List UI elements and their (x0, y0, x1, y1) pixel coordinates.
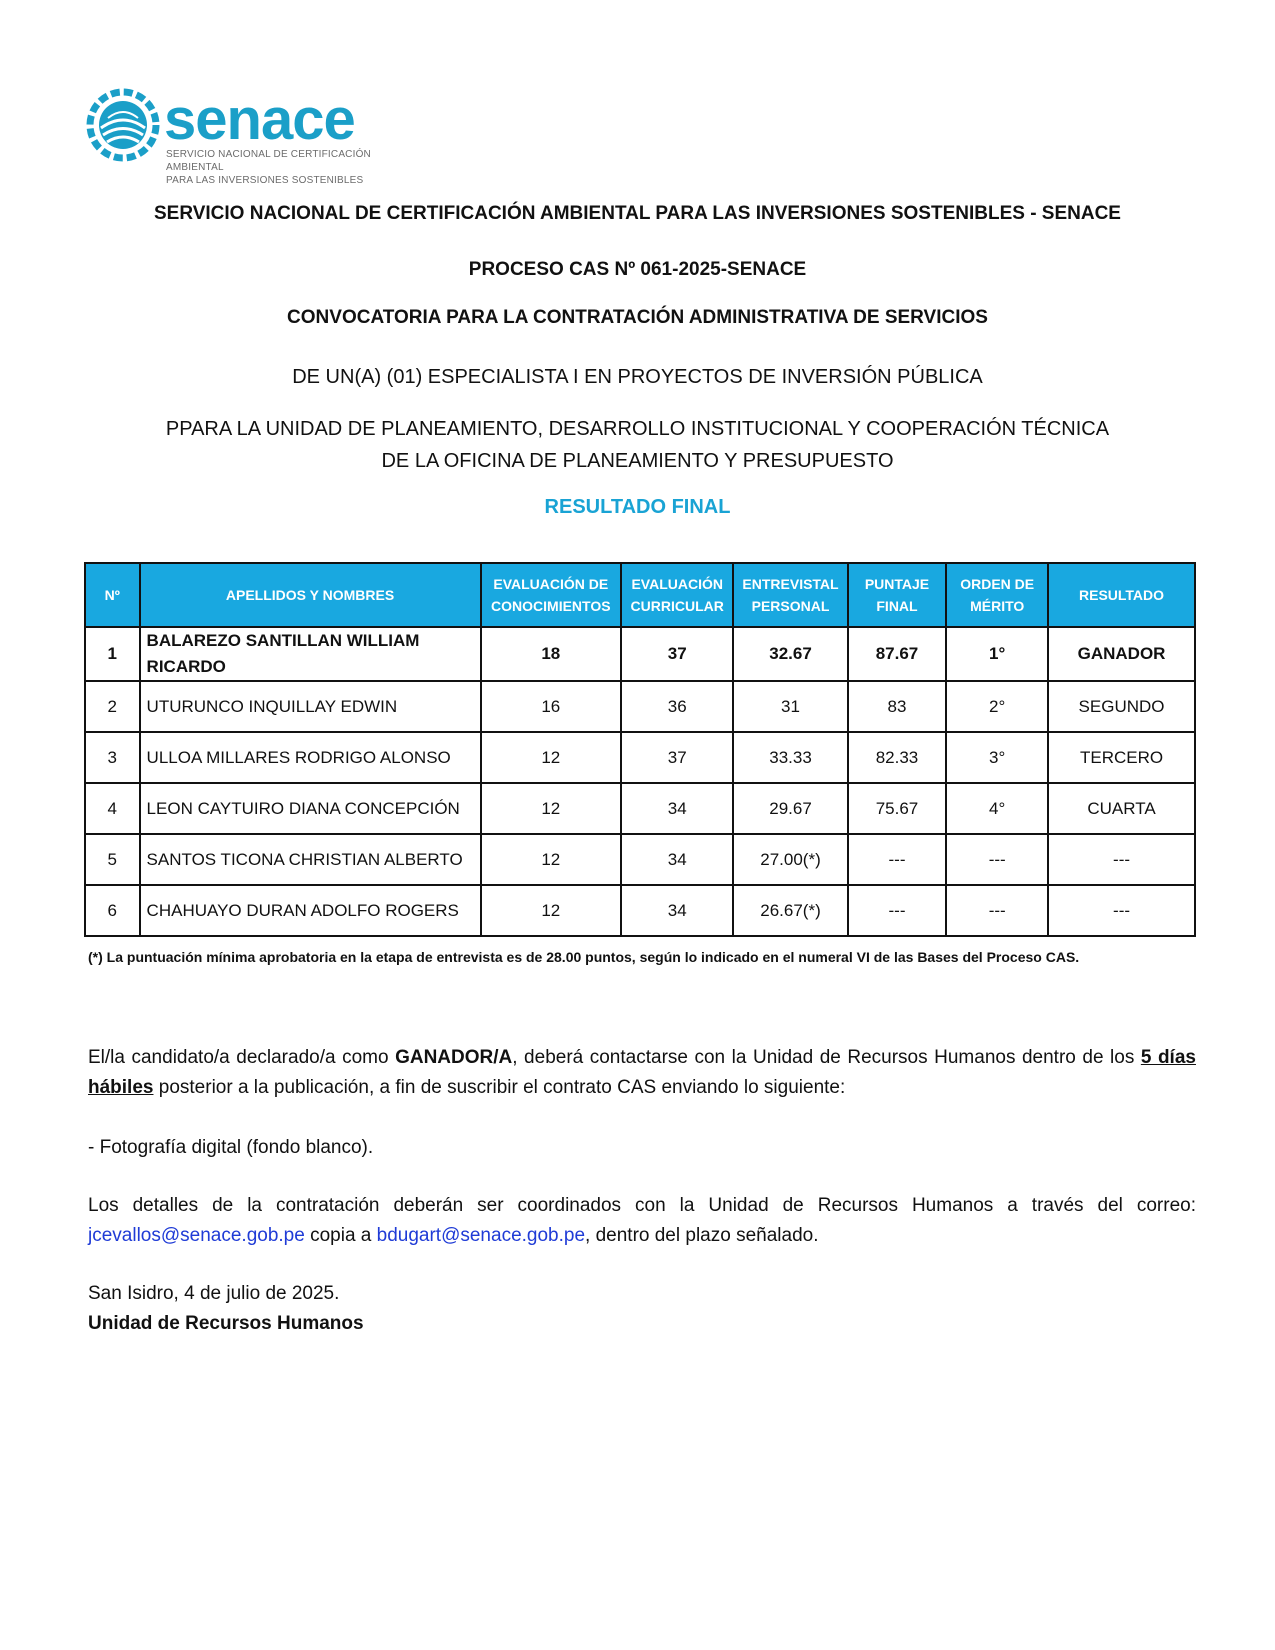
col-header-conocimientos-line-1: EVALUACIÓN DE (493, 576, 609, 592)
cell-entrevista: 33.33 (733, 732, 847, 783)
cell-num: 1 (85, 627, 140, 681)
col-header-resultado: RESULTADO (1048, 563, 1195, 627)
cell-entrevista: 26.67(*) (733, 885, 847, 936)
cell-name: BALAREZO SANTILLAN WILLIAM RICARDO (140, 627, 481, 681)
contact-paragraph (88, 1191, 1196, 1251)
table-row (85, 783, 1195, 834)
winner-instructions-paragraph (88, 1043, 1196, 1103)
logo-subtitle (166, 148, 376, 187)
cell-puntaje-final: 87.67 (848, 627, 947, 681)
cell-curricular: 37 (621, 732, 733, 783)
place-date: San Isidro, 4 de julio de 2025. (88, 1283, 340, 1304)
cell-name: SANTOS TICONA CHRISTIAN ALBERTO (140, 834, 481, 885)
unit-title-line-2: DE LA OFICINA DE PLANEAMIENTO Y PRESUPUESTO (381, 450, 894, 472)
col-header-orden (946, 563, 1048, 627)
unit-title-line-1: PPARA LA UNIDAD DE PLANEAMIENTO, DESARROLLO INSTITUCIONAL Y COOPERACIÓN TÉCNICA (165, 418, 1110, 440)
table-row (85, 627, 1195, 681)
results-table (84, 562, 1196, 937)
cell-conocimientos: 16 (481, 681, 622, 732)
cell-num: 3 (85, 732, 140, 783)
table-row (85, 681, 1195, 732)
cell-entrevista: 32.67 (733, 627, 847, 681)
contact-text-3: , dentro del plazo señalado. (585, 1225, 819, 1246)
cell-orden-merito: --- (946, 885, 1048, 936)
col-header-puntaje (848, 563, 947, 627)
cell-num: 4 (85, 783, 140, 834)
col-header-puntaje-line-1: PUNTAJE (864, 576, 930, 592)
winner-keyword: GANADOR/A (395, 1047, 513, 1068)
cell-name: CHAHUAYO DURAN ADOLFO ROGERS (140, 885, 481, 936)
deadline-days: 5 días hábiles (88, 1047, 1196, 1098)
col-header-entrevista-line-2: PERSONAL (751, 598, 830, 614)
cell-curricular: 34 (621, 783, 733, 834)
cell-entrevista: 29.67 (733, 783, 847, 834)
cell-curricular: 34 (621, 834, 733, 885)
cell-puntaje-final: 82.33 (848, 732, 947, 783)
result-title: RESULTADO FINAL (544, 496, 731, 518)
cell-puntaje-final: --- (848, 885, 947, 936)
call-title: CONVOCATORIA PARA LA CONTRATACIÓN ADMINISTRATIVA DE SERVICIOS (287, 307, 988, 328)
cell-resultado: --- (1048, 834, 1195, 885)
email-link-bdugart[interactable]: bdugart@senace.gob.pe (376, 1225, 586, 1246)
contact-text-2: copia a (304, 1225, 377, 1246)
col-header-puntaje-line-2: FINAL (876, 598, 918, 614)
cell-orden-merito: 1° (946, 627, 1048, 681)
cell-name: UTURUNCO INQUILLAY EDWIN (140, 681, 481, 732)
cell-puntaje-final: 83 (848, 681, 947, 732)
winner-text-2: , deberá contactarse con la Unidad de Recursos Humanos dentro de los (512, 1047, 1141, 1068)
senace-emblem-icon (86, 88, 160, 162)
col-header-name: APELLIDOS Y NOMBRES (140, 563, 481, 627)
col-header-curricular-line-1: EVALUACIÓN (631, 576, 723, 592)
cell-curricular: 36 (621, 681, 733, 732)
table-row (85, 834, 1195, 885)
contact-text-1: Los detalles de la contratación deberán ser coordinados con la Unidad de Recursos Humanos a través del correo: (88, 1195, 1196, 1216)
table-footnote: (*) La puntuación mínima aprobatoria en la etapa de entrevista es de 28.00 puntos, según lo indicado en el numeral VI de las Bases del Proceso CAS. (88, 949, 1080, 965)
cell-conocimientos: 12 (481, 732, 622, 783)
table-header-row (85, 563, 1195, 627)
winner-text-1: El/la candidato/a declarado/a como (88, 1047, 396, 1068)
winner-text-3: posterior a la publicación, a fin de suscribir el contrato CAS enviando lo siguiente: (153, 1077, 846, 1098)
table-row (85, 885, 1195, 936)
cell-entrevista: 27.00(*) (733, 834, 847, 885)
cell-name: ULLOA MILLARES RODRIGO ALONSO (140, 732, 481, 783)
col-header-entrevista-line-1: ENTREVISTAL (742, 576, 839, 592)
cell-num: 6 (85, 885, 140, 936)
senace-logo (86, 87, 376, 186)
col-header-conocimientos (481, 563, 622, 627)
cell-resultado: TERCERO (1048, 732, 1195, 783)
cell-entrevista: 31 (733, 681, 847, 732)
logo-wordmark: senace (164, 87, 355, 152)
cell-curricular: 34 (621, 885, 733, 936)
cell-num: 2 (85, 681, 140, 732)
table-row (85, 732, 1195, 783)
institution-title: SERVICIO NACIONAL DE CERTIFICACIÓN AMBIENTAL PARA LAS INVERSIONES SOSTENIBLES - SENACE (154, 203, 1121, 224)
signature-unit: Unidad de Recursos Humanos (88, 1313, 364, 1334)
col-header-num: Nº (85, 563, 140, 627)
cell-resultado: --- (1048, 885, 1195, 936)
col-header-conocimientos-line-2: CONOCIMIENTOS (491, 598, 611, 614)
email-link-jcevallos[interactable]: jcevallos@senace.gob.pe (88, 1225, 305, 1246)
cell-orden-merito: 3° (946, 732, 1048, 783)
cell-resultado: GANADOR (1048, 627, 1195, 681)
col-header-entrevista (733, 563, 847, 627)
cell-resultado: CUARTA (1048, 783, 1195, 834)
cell-conocimientos: 12 (481, 885, 622, 936)
col-header-orden-line-1: ORDEN DE (960, 576, 1035, 592)
cell-conocimientos: 12 (481, 783, 622, 834)
cell-orden-merito: 2° (946, 681, 1048, 732)
cell-curricular: 37 (621, 627, 733, 681)
logo-subtitle-line-1: SERVICIO NACIONAL DE CERTIFICACIÓN AMBIENTAL (166, 149, 371, 173)
col-header-curricular-line-2: CURRICULAR (630, 598, 724, 614)
cell-puntaje-final: --- (848, 834, 947, 885)
logo-subtitle-line-2: PARA LAS INVERSIONES SOSTENIBLES (166, 175, 364, 186)
requirement-item: - Fotografía digital (fondo blanco). (88, 1137, 374, 1158)
cell-conocimientos: 12 (481, 834, 622, 885)
cell-orden-merito: 4° (946, 783, 1048, 834)
cell-num: 5 (85, 834, 140, 885)
col-header-curricular (621, 563, 733, 627)
cell-resultado: SEGUNDO (1048, 681, 1195, 732)
cell-conocimientos: 18 (481, 627, 622, 681)
col-header-orden-line-2: MÉRITO (970, 598, 1025, 614)
cell-name: LEON CAYTUIRO DIANA CONCEPCIÓN (140, 783, 481, 834)
cell-orden-merito: --- (946, 834, 1048, 885)
process-title: PROCESO CAS Nº 061-2025-SENACE (468, 259, 807, 280)
position-title: DE UN(A) (01) ESPECIALISTA I EN PROYECTOS DE INVERSIÓN PÚBLICA (292, 366, 983, 388)
cell-puntaje-final: 75.67 (848, 783, 947, 834)
